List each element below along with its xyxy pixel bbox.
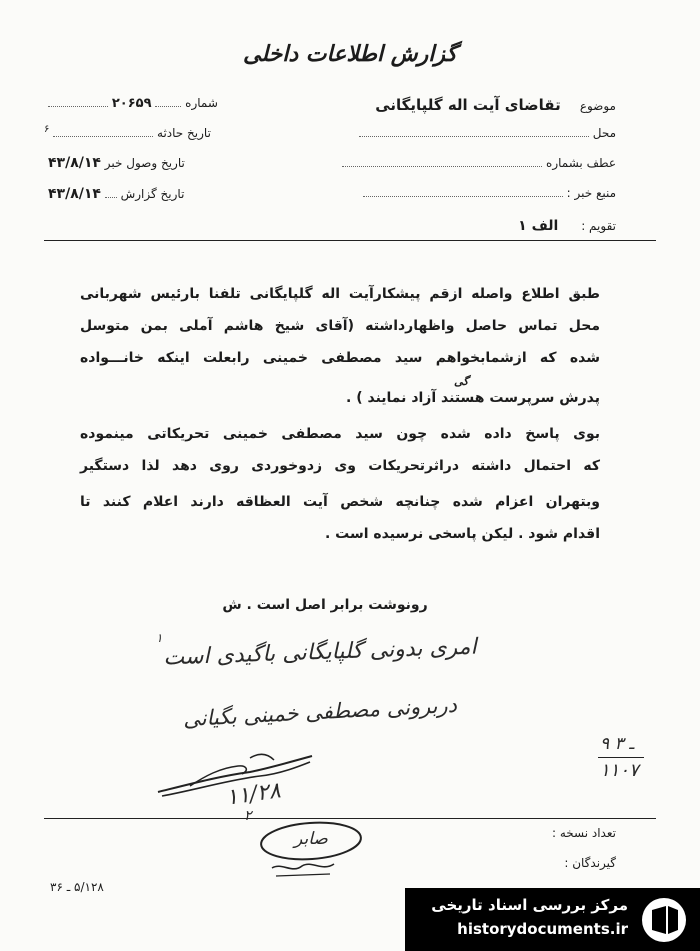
footer-website: historydocuments.ir: [457, 920, 628, 938]
document-title: گزارش اطلاعات داخلی: [243, 42, 457, 67]
reference-field: [342, 156, 616, 170]
body-line-3: شده که ازشمابخواهم سید مصطفی خمینی رابعلت اینکه خانـــواده: [80, 350, 600, 366]
report-date-value: ۴۳/۸/۱۴: [48, 186, 101, 202]
place-dotted-line: [359, 136, 589, 137]
recipients-label: گیرندگان :: [564, 856, 616, 870]
number-value: ۲۰۶۵۹: [111, 96, 152, 111]
place-field: [359, 126, 616, 140]
body-line-7: وبتهران اعزام شده چنانچه شخص آیت العظاقه دارند اعلام کنند تا: [80, 494, 600, 510]
handwriting-line-1: امری بدونی گلپایگانی باگیدی است: [162, 634, 478, 671]
footer-org-name: مرکز بررسی اسناد تاریخی: [431, 896, 628, 914]
side-note-bottom: ۱۱۰۷: [600, 760, 639, 781]
body-line-6: که احتمال داشته دراثرتحریکات وی زدوخوردی روی دهد لذا دستگیر: [80, 458, 600, 474]
evaluation-label: تقویم :: [581, 219, 616, 233]
footer-banner: [405, 888, 700, 951]
side-note-divider: [598, 757, 644, 758]
number-field: [48, 96, 218, 111]
received-date-label: تاریخ وصول خبر: [104, 156, 185, 170]
reference-label: عطف بشماره: [546, 156, 616, 170]
report-date-label: تاریخ گزارش: [120, 187, 185, 201]
number-label: شماره: [185, 96, 218, 110]
source-field: [363, 186, 616, 200]
handwriting-number: ۱: [156, 631, 163, 645]
side-note-top: ۹ ـ ۳: [600, 734, 635, 754]
source-dotted-line: [363, 196, 563, 197]
copies-field: [552, 826, 616, 840]
evaluation-field: [518, 218, 616, 234]
place-label: محل: [592, 126, 616, 140]
received-date-value: ۴۳/۸/۱۴: [48, 155, 101, 171]
handwriting-date: ۱۱/۲۸: [224, 778, 283, 811]
recipients-field: [564, 856, 616, 870]
incident-date-field: [44, 124, 211, 140]
evaluation-value: الف ۱: [518, 218, 559, 234]
reference-dotted-line: [342, 166, 542, 167]
handwriting-mark: ۲: [244, 808, 252, 824]
archive-logo-icon: [640, 896, 688, 944]
body-line-5: بوی پاسخ داده شده چون سید مصطفی خمینی تحریکاتی مینموده: [80, 426, 600, 442]
header-divider: [44, 240, 656, 241]
body-line-1: طبق اطلاع واصله ازقم پیشکارآیت اله گلپایگانی تلفنا بارئیس شهربانی: [80, 286, 600, 302]
subject-field: [375, 96, 616, 114]
received-date-field: [48, 155, 185, 171]
stamp-text: صابر: [294, 829, 328, 849]
handwriting-line-2: دربرونی مصطفی خمینی بگیانی: [182, 692, 458, 732]
body-small-insert: گی: [454, 375, 469, 388]
source-label: منبع خبر :: [566, 186, 616, 200]
subject-value: تقاضای آیت اله گلپایگانی: [375, 96, 561, 114]
incident-date-label: تاریخ حادثه: [157, 126, 211, 140]
form-code: ۵/۱۲۸ ـ ۳۶: [50, 880, 104, 894]
stamp-scribble: [268, 856, 338, 882]
certification-line: رونوشت برابر اصل است . ش: [222, 597, 428, 613]
subject-label: موضوع: [579, 99, 616, 113]
report-date-field: [48, 186, 184, 202]
copies-label: تعداد نسخه :: [551, 826, 616, 840]
body-line-8: اقدام شود . لیکن پاسخی نرسیده است .: [324, 526, 600, 542]
body-line-2: محل تماس حاصل واظهارداشته (آقای شیخ هاشم آملی بمن متوسل: [80, 318, 600, 334]
body-line-4: پدرش سرپرست هستند آزاد نمایند ) .: [346, 390, 600, 406]
incident-date-mark: ۶: [44, 124, 50, 135]
